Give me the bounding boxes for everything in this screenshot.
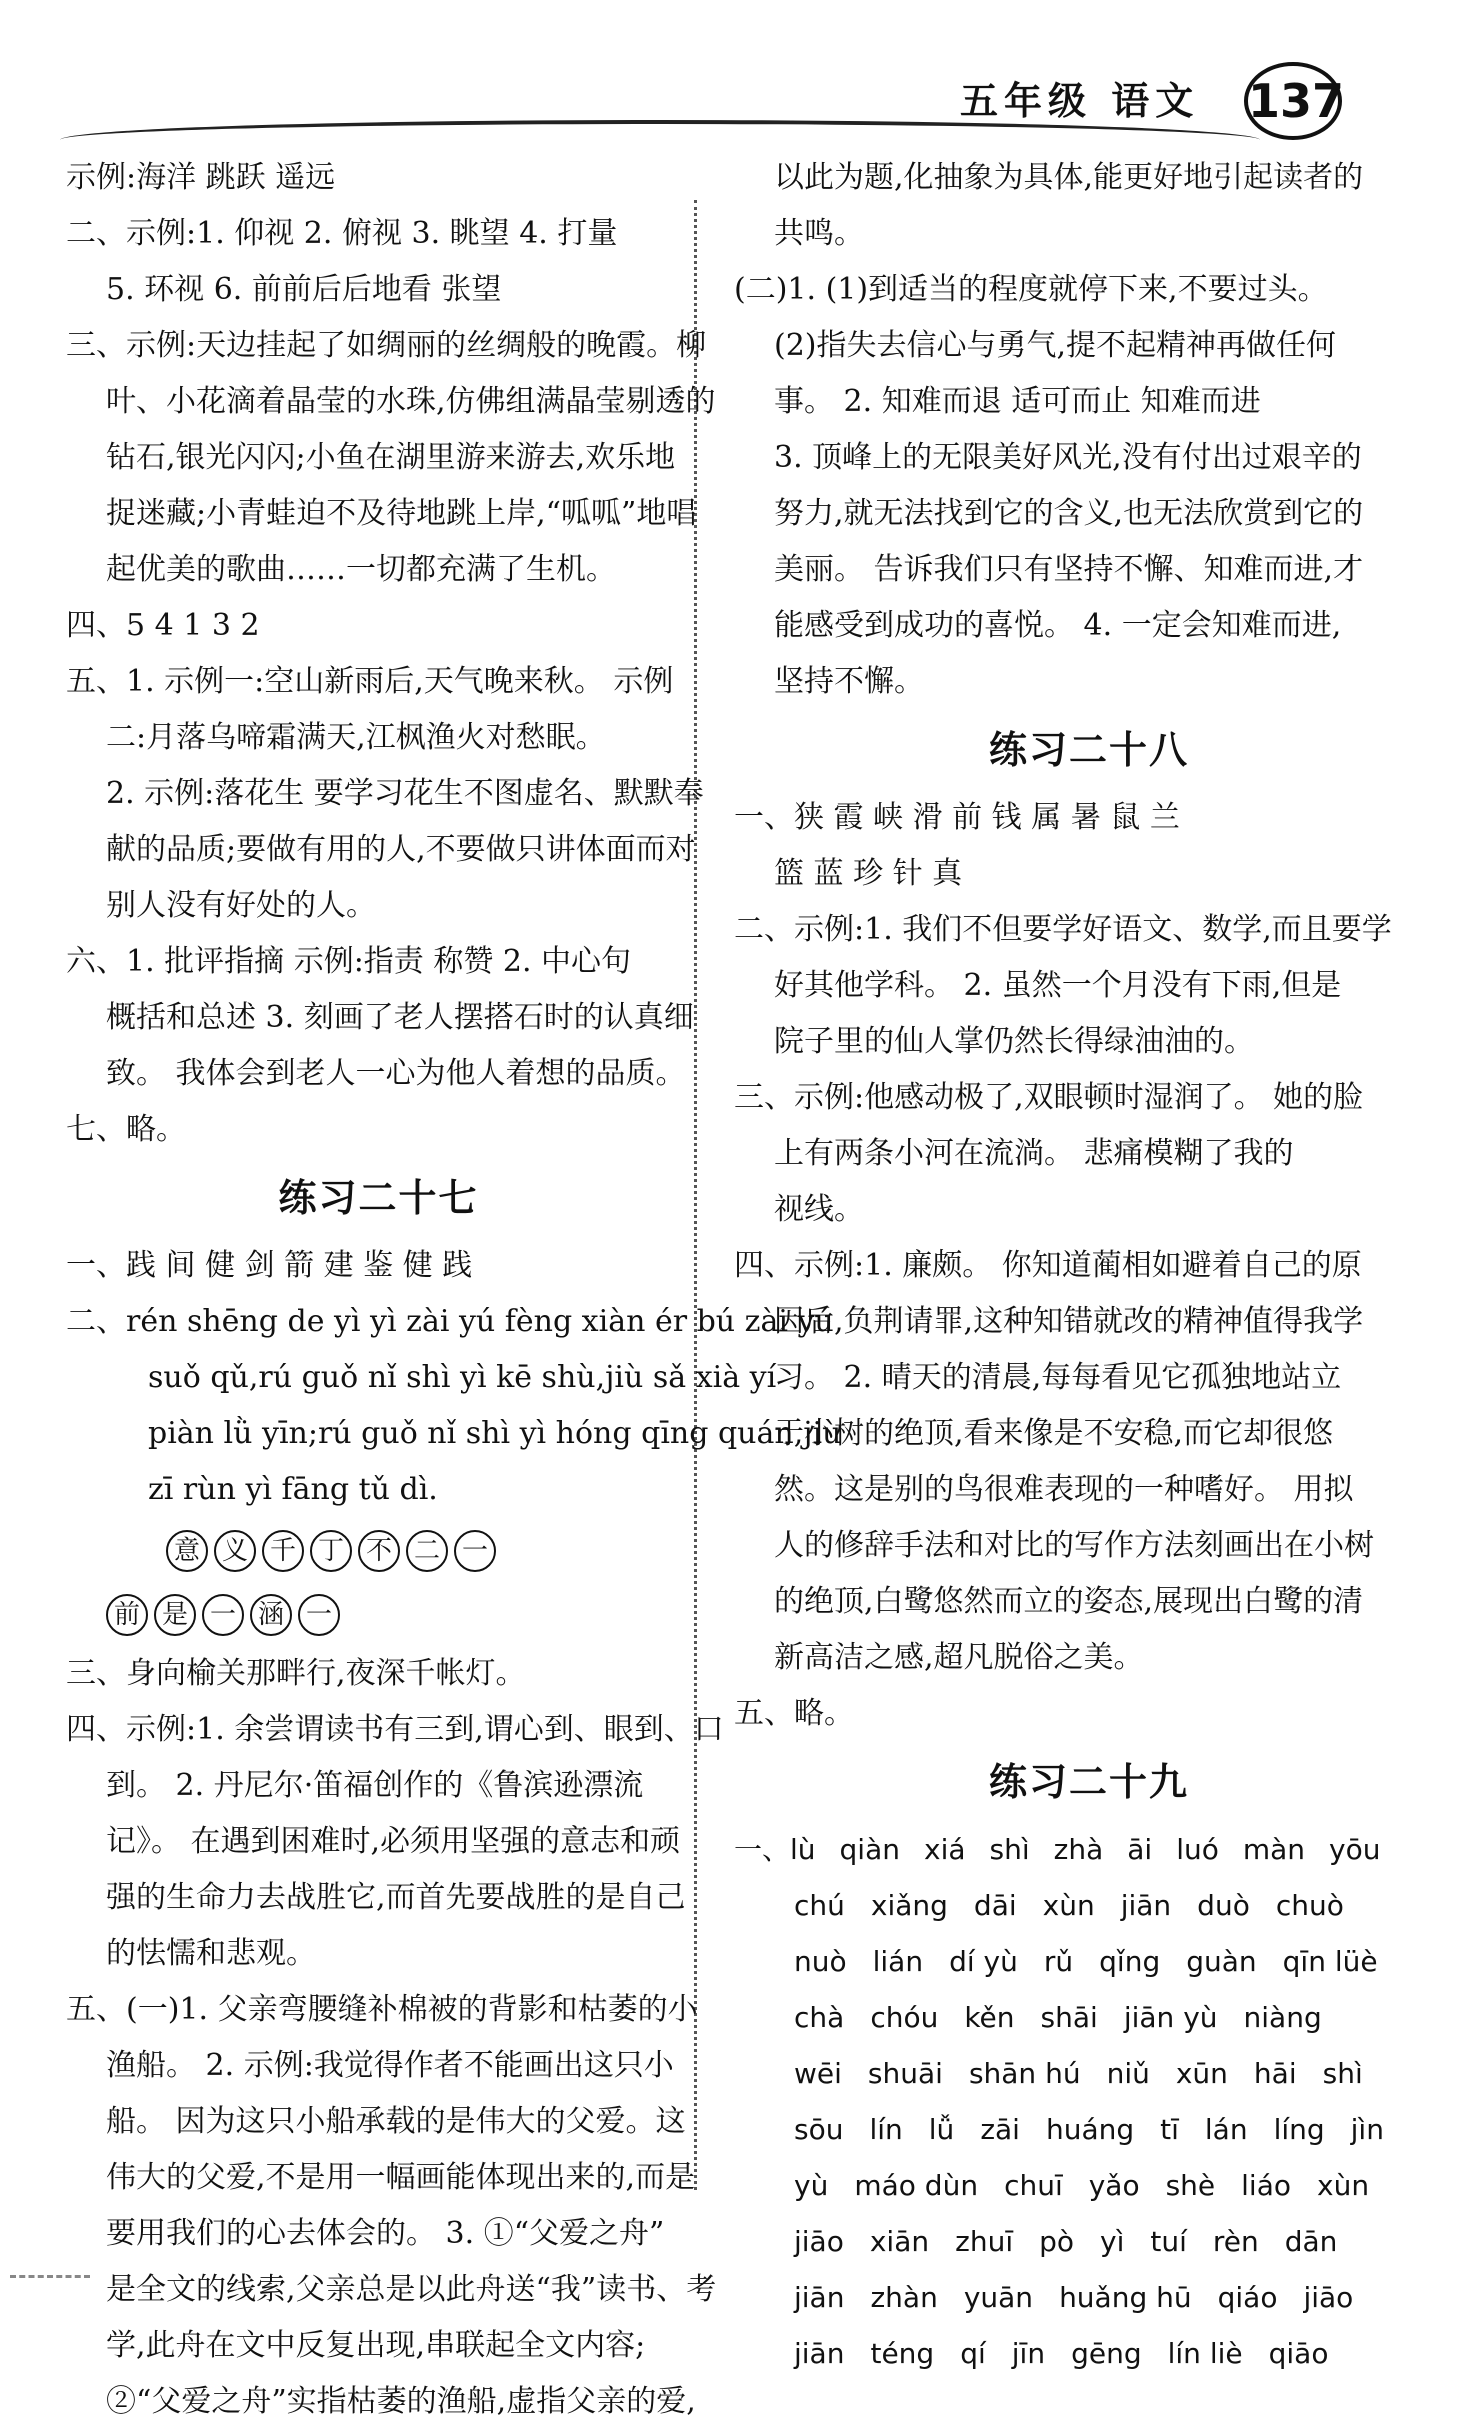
pinyin-row — [794, 2326, 1444, 2382]
text-line: 到。 2. 丹尼尔·笛福创作的《鲁滨逊漂流 — [106, 1768, 644, 1803]
left-answers-part-c — [66, 1646, 724, 2430]
pinyin-row — [794, 2102, 1444, 2158]
text-line: 五、1. 示例一:空山新雨后,天气晚来秋。 示例 — [66, 664, 674, 699]
text-line: 以此为题,化抽象为具体,能更好地引起读者的 — [774, 160, 1364, 195]
text-line: 习。 2. 晴天的清晨,每每看见它孤独地站立 — [774, 1360, 1342, 1395]
pinyin-word: shuāi — [867, 2057, 943, 2090]
circled-char: 是 — [154, 1594, 196, 1636]
text-line: 美丽。 告诉我们只有坚持不懈、知难而进,才 — [774, 552, 1364, 587]
pinyin-word: jiāo — [1303, 2281, 1354, 2314]
pinyin-word: 一、lù — [734, 1833, 816, 1866]
text-line: 示例:海洋 跳跃 遥远 — [66, 160, 336, 195]
pinyin-word: shì — [989, 1833, 1030, 1866]
pinyin-word: liáo — [1241, 2169, 1292, 2202]
text-line: 共鸣。 — [774, 216, 864, 251]
text-line: 院子里的仙人掌仍然长得绿油油的。 — [774, 1024, 1254, 1059]
text-line: 四、示例:1. 余尝谓读书有三到,谓心到、眼到、口 — [66, 1712, 724, 1747]
pinyin-word: xùn — [1042, 1889, 1095, 1922]
section-title-29: 练习二十九 — [988, 1760, 1189, 1804]
pinyin-word: xiān — [869, 2225, 930, 2258]
circled-char: 前 — [106, 1594, 148, 1636]
text-line: 致。 我体会到老人一心为他人着想的品质。 — [106, 1056, 686, 1091]
left-answers-part-a — [66, 150, 716, 1158]
text-line: 人的修辞手法和对比的写作方法刻画出在小树 — [774, 1528, 1374, 1563]
pinyin-word: chuī — [1004, 2169, 1063, 2202]
pinyin-word: chà — [794, 2001, 845, 2034]
pinyin-word: shè — [1165, 2169, 1216, 2202]
text-line: 5. 环视 6. 前前后后地看 张望 — [106, 272, 502, 307]
text-line: ②“父爱之舟”实指枯萎的渔船,虚指父亲的爱, — [106, 2384, 696, 2419]
text-line: 学,此舟在文中反复出现,串联起全文内容; — [106, 2328, 646, 2363]
text-line: 概括和总述 3. 刻画了老人摆搭石时的认真细 — [106, 1000, 694, 1035]
pinyin-word: rèn — [1212, 2225, 1259, 2258]
section-title-27: 练习二十七 — [278, 1176, 479, 1220]
pinyin-word: shāi — [1040, 2001, 1098, 2034]
pinyin-word: dāi — [973, 1889, 1017, 1922]
pinyin-word: lǚ — [928, 2113, 955, 2146]
pinyin-word: tī — [1160, 2113, 1179, 2146]
pinyin-word: shān hú — [968, 2057, 1081, 2090]
text-line: 伟大的父爱,不是用一幅画能体现出来的,而是 — [106, 2160, 696, 2195]
pinyin-word: shì — [1322, 2057, 1363, 2090]
pinyin-word: niǔ — [1106, 2057, 1150, 2090]
pinyin-word: kěn — [964, 2001, 1015, 2034]
text-line: 篮 蓝 珍 针 真 — [774, 856, 963, 891]
pinyin-word: chóu — [870, 2001, 939, 2034]
text-line: 的怯懦和悲观。 — [106, 1936, 316, 1971]
pinyin-word: jīn — [1011, 2337, 1046, 2370]
pinyin-word: màn — [1242, 1833, 1306, 1866]
pinyin-word: yōu — [1329, 1833, 1381, 1866]
pinyin-word: nuò — [794, 1945, 847, 1978]
circled-chars-row-1 — [66, 1518, 691, 1582]
text-line: 3. 顶峰上的无限美好风光,没有付出过艰辛的 — [774, 440, 1362, 475]
pinyin-word: yǎo — [1088, 2169, 1140, 2202]
pinyin-word: guàn — [1186, 1945, 1257, 1978]
pinyin-word: dān — [1284, 2225, 1338, 2258]
pinyin-row — [794, 2270, 1444, 2326]
circled-char: 一 — [298, 1594, 340, 1636]
pinyin-row — [794, 1878, 1444, 1934]
circled-char: 意 — [166, 1530, 208, 1572]
text-line: 要用我们的心去体会的。 3. ①“父爱之舟” — [106, 2216, 665, 2251]
text-line: (2)指失去信心与勇气,提不起精神再做任何 — [774, 328, 1337, 363]
circled-char: 丁 — [310, 1530, 352, 1572]
pinyin-word: lín — [869, 2113, 903, 2146]
circled-char: 千 — [262, 1530, 304, 1572]
circled-char: 义 — [214, 1530, 256, 1572]
pinyin-word: rǔ — [1043, 1945, 1074, 1978]
pinyin-row — [794, 1934, 1444, 1990]
text-line: 七、略。 — [66, 1112, 186, 1147]
pinyin-word: qí — [960, 2337, 986, 2370]
text-line: 六、1. 批评指摘 示例:指责 称赞 2. 中心句 — [66, 944, 632, 979]
pinyin-row — [734, 1822, 1444, 1878]
text-line: 于小树的绝顶,看来像是不安稳,而它却很悠 — [774, 1416, 1334, 1451]
text-line: 四、5 4 1 3 2 — [66, 608, 260, 643]
text-line: 一、狭 霞 峡 滑 前 钱 属 暑 鼠 兰 — [734, 800, 1180, 835]
pinyin-word: chú — [794, 1889, 845, 1922]
pinyin-word: zhà — [1053, 1833, 1104, 1866]
pinyin-word: huáng — [1045, 2113, 1135, 2146]
pinyin-word: jiān — [794, 2281, 845, 2314]
pinyin-word: āi — [1127, 1833, 1153, 1866]
page-number: 137 — [1244, 62, 1342, 140]
text-line: 二、示例:1. 我们不但要学好语文、数学,而且要学 — [734, 912, 1392, 947]
right-column — [734, 150, 1444, 2382]
circled-char: 一 — [454, 1530, 496, 1572]
circled-char: 二 — [406, 1530, 448, 1572]
text-line: 视线。 — [774, 1192, 864, 1227]
pinyin-word: qīn lüè — [1282, 1945, 1378, 1978]
pinyin-word: yù — [794, 2169, 829, 2202]
pinyin-word: lín liè — [1167, 2337, 1243, 2370]
pinyin-word: zhuī — [955, 2225, 1014, 2258]
pinyin-word: pò — [1039, 2225, 1074, 2258]
pinyin-word: jiān — [1120, 1889, 1172, 1922]
section-title-28: 练习二十八 — [988, 728, 1189, 772]
text-line: 坚持不懈。 — [774, 664, 924, 699]
text-line: 四、示例:1. 廉颇。 你知道蔺相如避着自己的原 — [734, 1248, 1362, 1283]
right-answers-part-a — [734, 150, 1444, 710]
text-line: 五、略。 — [734, 1696, 854, 1731]
pinyin-word: luó — [1176, 1833, 1219, 1866]
pinyin-word: dí yù — [949, 1945, 1018, 1978]
circled-char: 不 — [358, 1530, 400, 1572]
page-edge-mark — [10, 2255, 90, 2278]
pinyin-word: qǐng — [1099, 1945, 1161, 1978]
text-line: 上有两条小河在流淌。 悲痛模糊了我的 — [774, 1136, 1294, 1171]
pinyin-row — [794, 2158, 1444, 2214]
pinyin-word: yuān — [963, 2281, 1034, 2314]
text-line: 三、示例:他感动极了,双眼顿时湿润了。 她的脸 — [734, 1080, 1364, 1115]
pinyin-word: jiāo — [794, 2225, 844, 2258]
text-line: 二:月落乌啼霜满天,江枫渔火对愁眠。 — [106, 720, 606, 755]
pinyin-word: yì — [1100, 2225, 1125, 2258]
text-line: 的绝顶,白鹭悠然而立的姿态,展现出白鹭的清 — [774, 1584, 1364, 1619]
text-line: piàn lǜ yīn;rú guǒ nǐ shì yì hóng qīng quán,jiù — [148, 1416, 842, 1451]
text-line: (二)1. (1)到适当的程度就停下来,不要过头。 — [734, 272, 1328, 307]
text-line: 三、示例:天边挂起了如绸丽的丝绸般的晚霞。柳 — [66, 328, 707, 363]
pinyin-word: lián — [872, 1945, 924, 1978]
pinyin-row — [794, 2214, 1444, 2270]
pinyin-word: hāi — [1253, 2057, 1297, 2090]
circled-char: 涵 — [250, 1594, 292, 1636]
pinyin-word: xiá — [924, 1833, 966, 1866]
text-line: 2. 示例:落花生 要学习花生不图虚名、默默奉 — [106, 776, 704, 811]
left-answers-part-b — [66, 1238, 842, 1518]
pinyin-word: huǎng hū — [1059, 2281, 1192, 2314]
pinyin-word: sōu — [794, 2113, 844, 2146]
text-line: zī rùn yì fāng tǔ dì. — [148, 1472, 438, 1507]
text-line: 一、践 间 健 剑 箭 建 鉴 健 践 — [66, 1248, 473, 1283]
pinyin-word: gēng — [1071, 2337, 1142, 2370]
text-line: 三、身向榆关那畔行,夜深千帐灯。 — [66, 1656, 526, 1691]
text-line: 起优美的歌曲……一切都充满了生机。 — [106, 552, 616, 587]
circled-chars-row-2 — [66, 1582, 691, 1646]
grade-subject-label: 五年级 语文 — [960, 78, 1200, 123]
pinyin-word: niàng — [1243, 2001, 1322, 2034]
pinyin-word: lán — [1204, 2113, 1248, 2146]
pinyin-word: xùn — [1317, 2169, 1370, 2202]
circled-char: 一 — [202, 1594, 244, 1636]
text-line: 是全文的线索,父亲总是以此舟送“我”读书、考 — [106, 2272, 717, 2307]
text-line: 事。 2. 知难而退 适可而止 知难而进 — [774, 384, 1261, 419]
text-line: 钻石,银光闪闪;小鱼在湖里游来游去,欢乐地 — [106, 440, 676, 475]
text-line: 献的品质;要做有用的人,不要做只讲体面而对 — [106, 832, 696, 867]
text-line: 渔船。 2. 示例:我觉得作者不能画出这只小 — [106, 2048, 674, 2083]
pinyin-word: jiān — [794, 2337, 845, 2370]
pinyin-word: jiān yù — [1123, 2001, 1218, 2034]
text-line: 二、示例:1. 仰视 2. 俯视 3. 眺望 4. 打量 — [66, 216, 618, 251]
pinyin-word: wēi — [794, 2057, 842, 2090]
pinyin-word: duò — [1197, 1889, 1250, 1922]
text-line: 强的生命力去战胜它,而首先要战胜的是自己 — [106, 1880, 686, 1915]
pinyin-word: zāi — [980, 2113, 1020, 2146]
pinyin-word: jìn — [1350, 2113, 1384, 2146]
text-line: 努力,就无法找到它的含义,也无法欣赏到它的 — [774, 496, 1364, 531]
pinyin-word: qiāo — [1268, 2337, 1329, 2370]
pinyin-row — [794, 1990, 1444, 2046]
pinyin-answer-grid — [734, 1822, 1444, 2382]
text-line: 别人没有好处的人。 — [106, 888, 376, 923]
text-line: 船。 因为这只小船承载的是伟大的父爱。这 — [106, 2104, 686, 2139]
text-line: 好其他学科。 2. 虽然一个月没有下雨,但是 — [774, 968, 1342, 1003]
text-line: 新高洁之感,超凡脱俗之美。 — [774, 1640, 1144, 1675]
text-line: 然。这是别的鸟很难表现的一种嗜好。 用拟 — [774, 1472, 1354, 1507]
text-line: 捉迷藏;小青蛙迫不及待地跳上岸,“呱呱”地唱 — [106, 496, 697, 531]
page-header — [0, 0, 1471, 170]
text-line: 叶、小花滴着晶莹的水珠,仿佛组满晶莹剔透的 — [106, 384, 716, 419]
pinyin-word: máo dùn — [854, 2169, 979, 2202]
pinyin-word: chuò — [1275, 1889, 1344, 1922]
text-line: 五、(一)1. 父亲弯腰缝补棉被的背影和枯萎的小 — [66, 1992, 698, 2027]
right-answers-part-b — [734, 790, 1444, 1742]
pinyin-word: qiáo — [1217, 2281, 1278, 2314]
pinyin-word: xūn — [1175, 2057, 1228, 2090]
text-line: suǒ qǔ,rú guǒ nǐ shì yì kē shù,jiù sǎ xià yí — [148, 1360, 777, 1395]
pinyin-word: zhàn — [870, 2281, 938, 2314]
text-line: 因后,负荆请罪,这种知错就改的精神值得我学 — [774, 1304, 1364, 1339]
pinyin-word: qiàn — [839, 1833, 900, 1866]
pinyin-word: líng — [1273, 2113, 1325, 2146]
text-line: 二、rén shēng de yì yì zài yú fèng xiàn ér bú zài yú — [66, 1304, 834, 1339]
pinyin-row — [794, 2046, 1444, 2102]
text-line: 能感受到成功的喜悦。 4. 一定会知难而进, — [774, 608, 1342, 643]
pinyin-word: xiǎng — [870, 1889, 948, 1922]
pinyin-word: tuí — [1150, 2225, 1187, 2258]
text-line: 记》。 在遇到困难时,必须用坚强的意志和顽 — [106, 1824, 681, 1859]
pinyin-word: téng — [870, 2337, 935, 2370]
